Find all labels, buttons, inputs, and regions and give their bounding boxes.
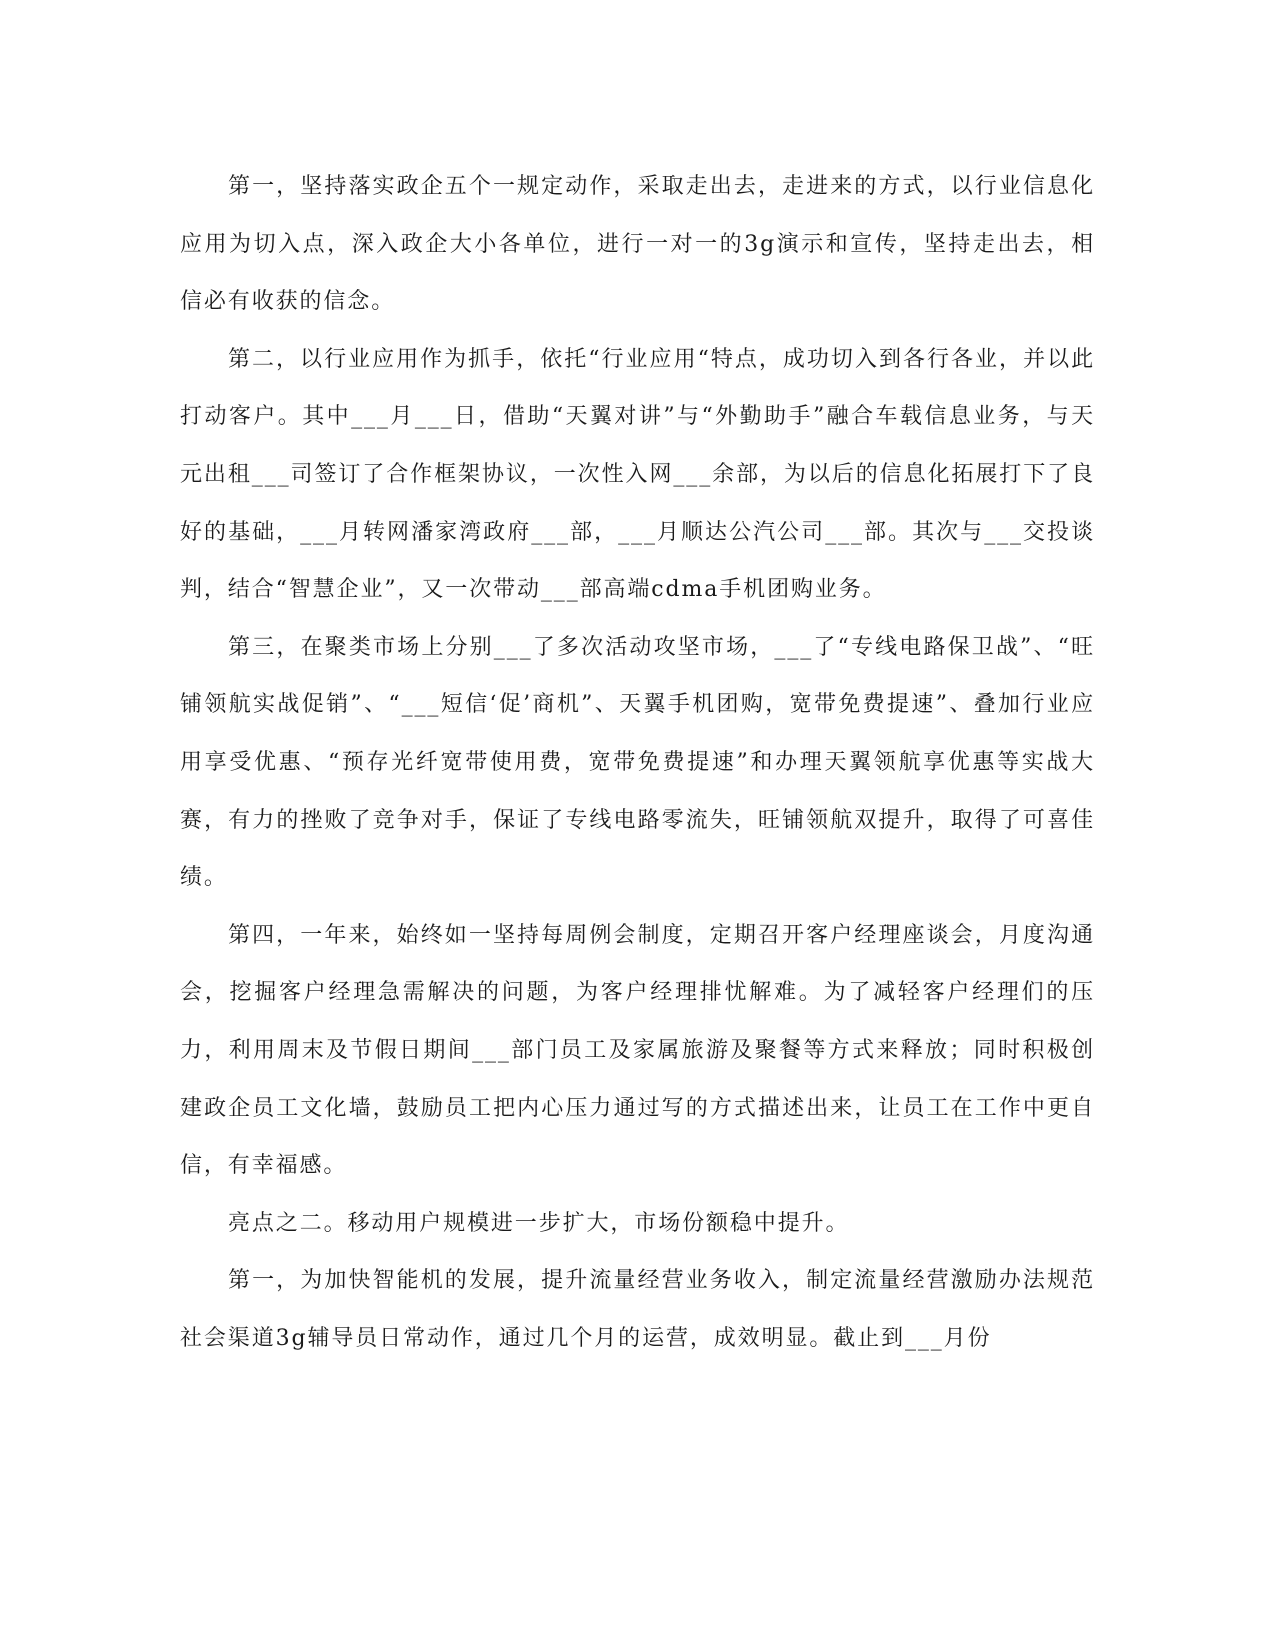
paragraph-2: 第二，以行业应用作为抓手，依托“行业应用“特点，成功切入到各行各业，并以此打动客户。其中___月___日，借助“天翼对讲”与“外勤助手”融合车载信息业务，与天元出租___司签订了合作框架协议，一次性入网___余部，为以后的信息化拓展打下了良好的基础，___月转网潘家湾政府___部，___月顺达公汽公司___部。其次与___交投谈判，结合“智慧企业”，又一次带动___部高端cdma手机团购业务。 xyxy=(180,346,1095,603)
paragraph-6: 第一，为加快智能机的发展，提升流量经营业务收入，制定流量经营激励办法规范社会渠道3g辅导员日常动作，通过几个月的运营，成效明显。截止到___月份 xyxy=(180,1268,1095,1351)
document-body xyxy=(180,158,1095,1367)
paragraph-1: 第一，坚持落实政企五个一规定动作，采取走出去，走进来的方式，以行业信息化应用为切入点，深入政企大小各单位，进行一对一的3g演示和宣传，坚持走出去，相信必有收获的信念。 xyxy=(180,174,1095,315)
paragraph-3: 第三，在聚类市场上分别___了多次活动攻坚市场，___了“专线电路保卫战”、“旺铺领航实战促销”、“___短信‘促’商机”、天翼手机团购，宽带免费提速”、叠加行业应用享受优惠、“预存光纤宽带使用费，宽带免费提速”和办理天翼领航享优惠等实战大赛，有力的挫败了竞争对手，保证了专线电路零流失，旺铺领航双提升，取得了可喜佳绩。 xyxy=(180,634,1095,891)
paragraph-5: 亮点之二。移动用户规模进一步扩大，市场份额稳中提升。 xyxy=(228,1210,850,1236)
paragraph-4: 第四，一年来，始终如一坚持每周例会制度，定期召开客户经理座谈会，月度沟通会，挖掘客户经理急需解决的问题，为客户经理排忧解难。为了减轻客户经理们的压力，利用周末及节假日期间___部门员工及家属旅游及聚餐等方式来释放；同时积极创建政企员工文化墙，鼓励员工把内心压力通过写的方式描述出来，让员工在工作中更自信，有幸福感。 xyxy=(180,922,1095,1179)
